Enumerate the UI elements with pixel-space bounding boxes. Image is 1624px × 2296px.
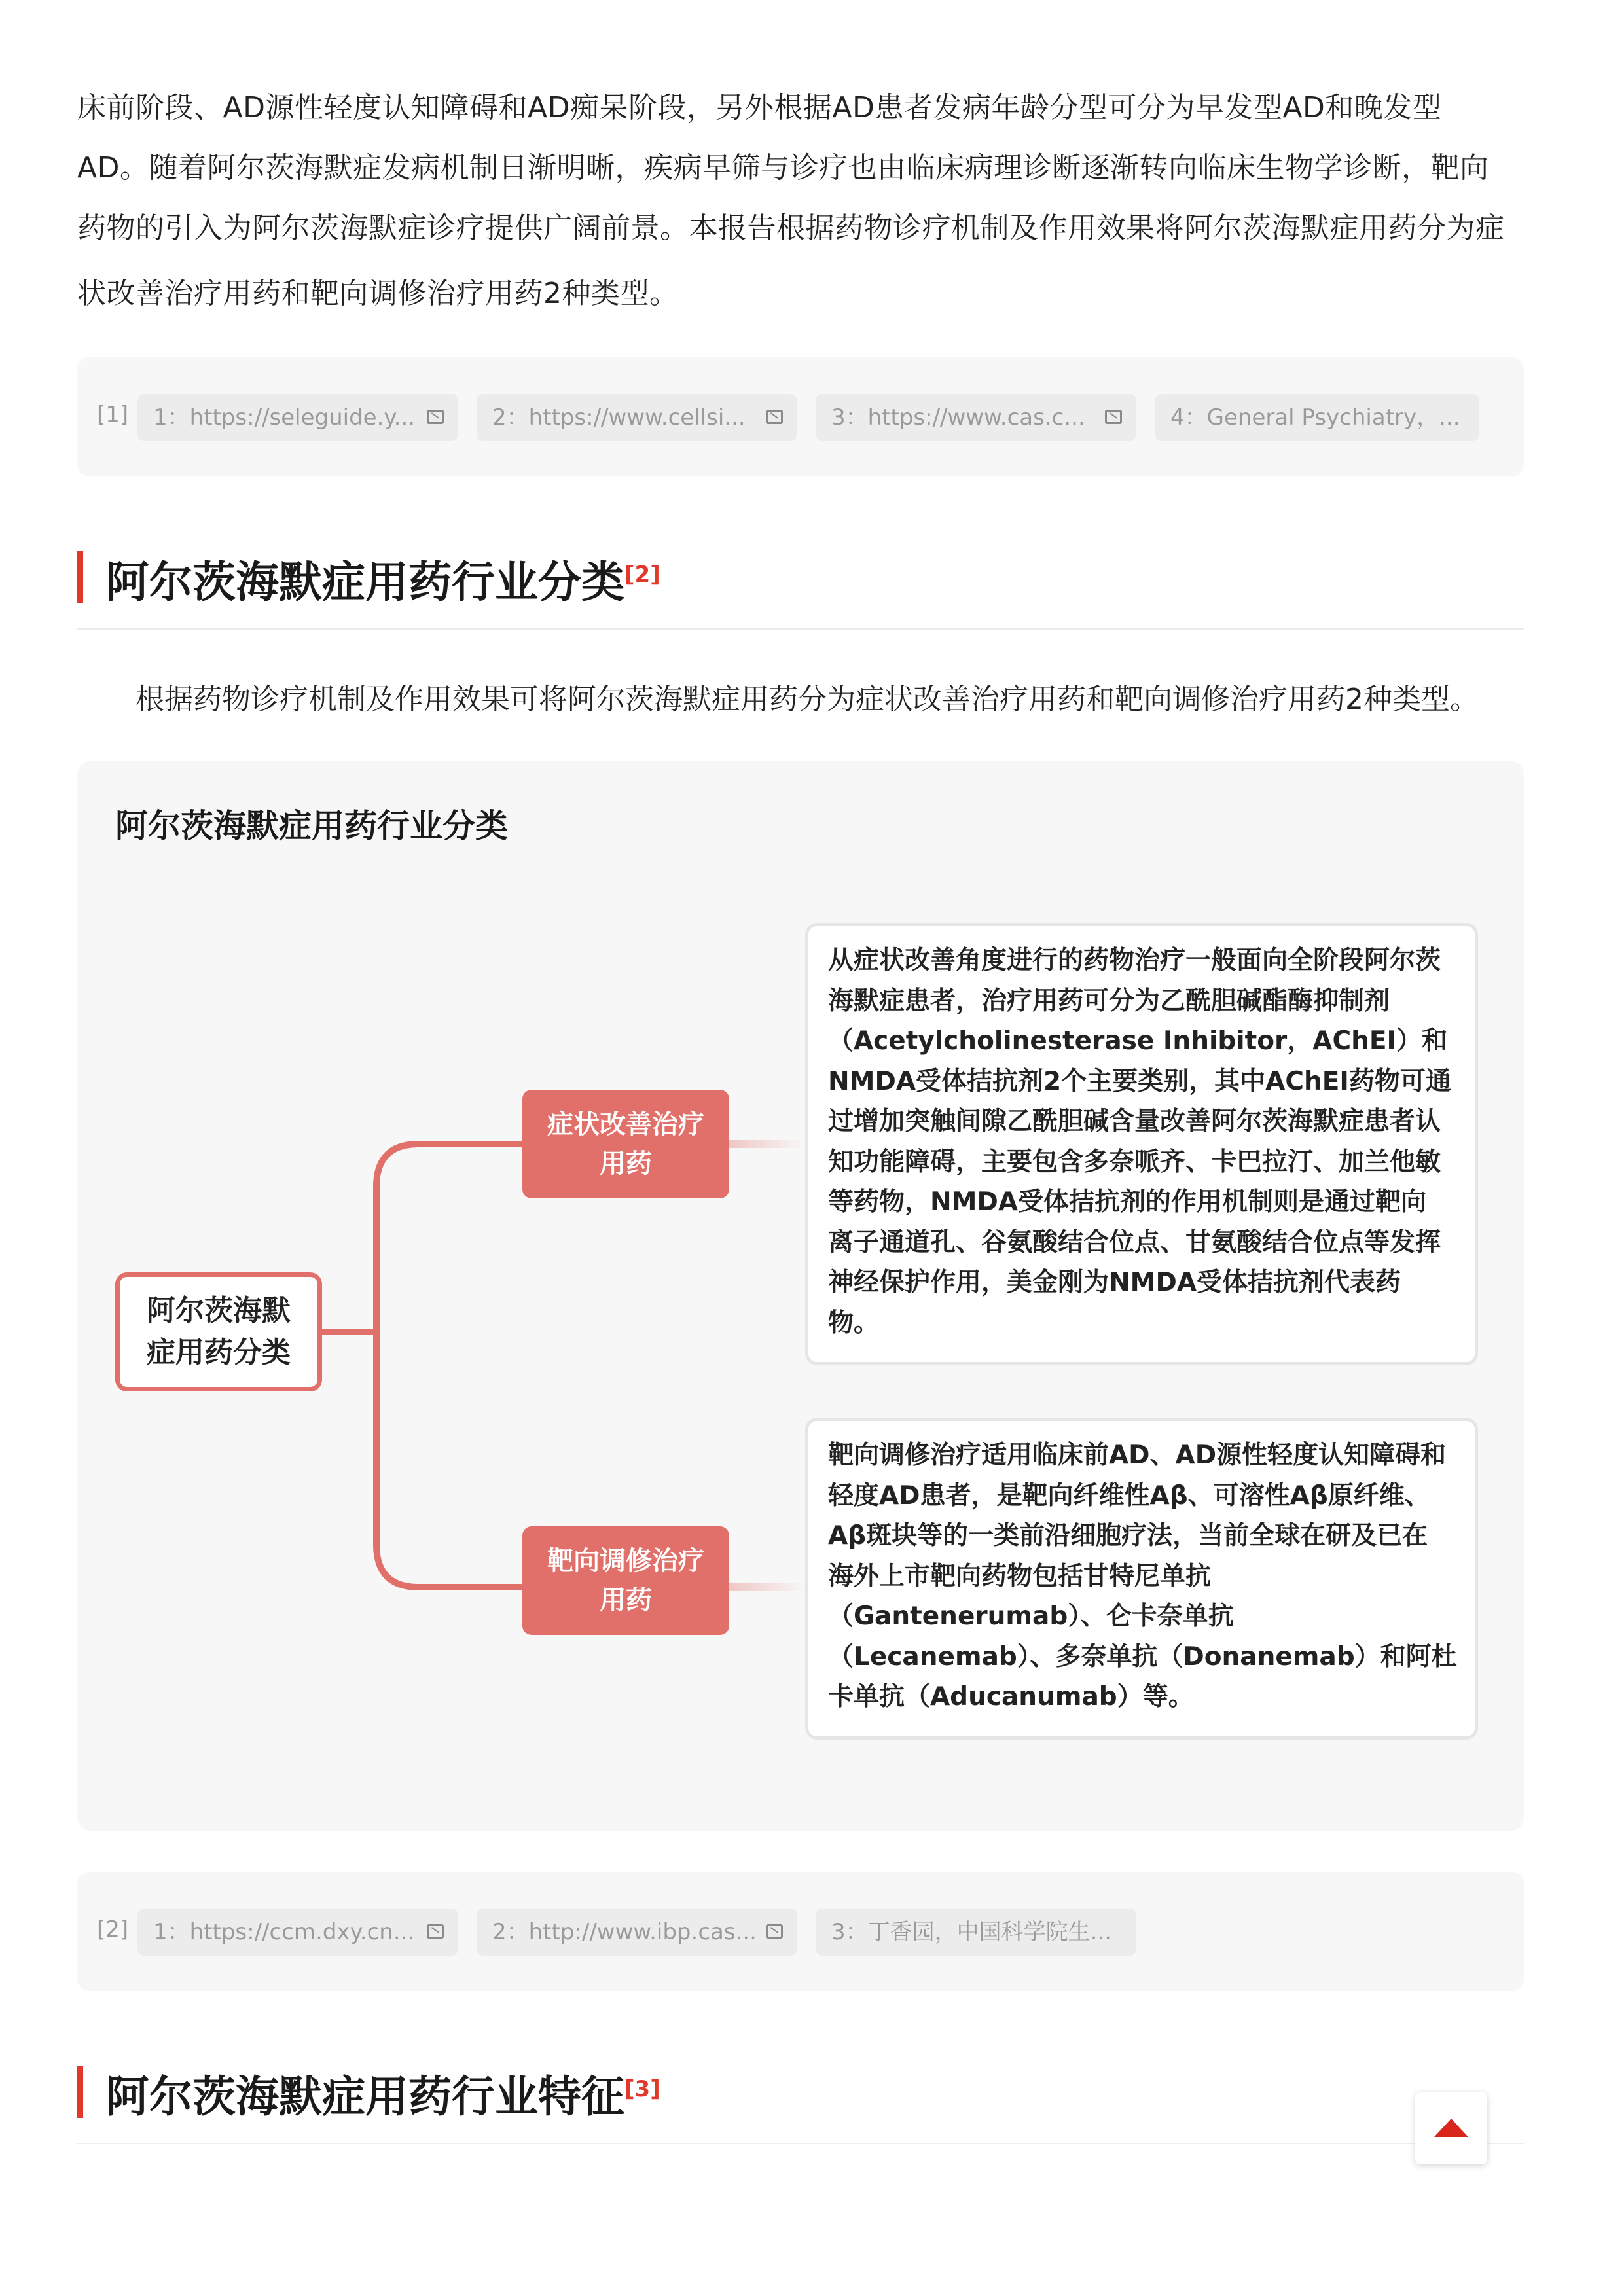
- mindmap-branch-symptomatic: [522, 1090, 729, 1198]
- section-title-text: 阿尔茨海默症用药行业分类: [106, 557, 624, 607]
- reference-link-label: 4：General Psychiatry，...: [1170, 404, 1460, 431]
- section-title: [106, 2062, 660, 2124]
- leaf-text-line: 轻度AD患者，是靶向纤维性Aβ、可溶性Aβ原纤维、: [828, 1480, 1430, 1511]
- reference-link-label: 2：http://www.ibp.cas...: [492, 1919, 757, 1945]
- reference-link-label: 2：https://www.cellsi...: [492, 404, 746, 431]
- branch-node-line: 用药: [600, 1149, 652, 1179]
- leaf-text-line: 过增加突触间隙乙酰胆碱含量改善阿尔茨海默症患者认: [828, 1107, 1441, 1136]
- root-node-line: 阿尔茨海默: [147, 1294, 291, 1327]
- leaf-text-line: 靶向调修治疗适用临床前AD、AD源性轻度认知障碍和: [828, 1441, 1447, 1470]
- leaf-text-line: 离子通道孔、谷氨酸结合位点、甘氨酸结合位点等发挥: [828, 1227, 1441, 1257]
- reference-link-label: 3：丁香园，中国科学院生...: [831, 1919, 1112, 1945]
- leaf-text-line: 海默症患者，治疗用药可分为乙酰胆碱酯酶抑制剂: [828, 986, 1390, 1016]
- reference-link[interactable]: [477, 1909, 797, 1956]
- leaf-text-line: 神经保护作用，美金刚为NMDA受体拮抗剂代表药: [828, 1268, 1401, 1297]
- leaf-text-line: 知功能障碍，主要包含多奈哌齐、卡巴拉汀、加兰他敏: [828, 1147, 1441, 1177]
- leaf-text-line: 卡单抗（Aducanumab）等。: [828, 1682, 1194, 1712]
- branch-node-line: 用药: [600, 1585, 652, 1615]
- back-to-top-button[interactable]: [1415, 2092, 1487, 2164]
- reference-link-label: 3：https://www.cas.c...: [831, 404, 1085, 431]
- leaf-text-line: NMDA受体拮抗剂2个主要类别，其中AChEI药物可通: [828, 1066, 1451, 1096]
- branch-node-line: 症状改善治疗: [547, 1109, 704, 1139]
- mindmap-leaf-disease-modifying: [805, 1418, 1478, 1740]
- reference-link-label: 1：https://seleguide.y...: [153, 404, 416, 431]
- leaf-text-line: （Gantenerumab）、仑卡奈单抗: [828, 1602, 1234, 1631]
- leaf-text-line: 从症状改善角度进行的药物治疗一般面向全阶段阿尔茨: [828, 946, 1441, 975]
- mindmap-leaf-symptomatic: [805, 923, 1478, 1365]
- leaf-text-line: （Lecanemab）、多奈单抗（Donanemab）和阿杜: [828, 1641, 1457, 1672]
- section-title-text: 阿尔茨海默症用药行业特征: [106, 2072, 624, 2122]
- leaf-text-line: （Acetylcholinesterase Inhibitor，AChEI）和: [828, 1026, 1447, 1056]
- branch-node-line: 靶向调修治疗: [547, 1546, 704, 1576]
- section-divider: [77, 2143, 1524, 2144]
- intro-line: 床前阶段、AD源性轻度认知障碍和AD痴呆阶段，另外根据AD患者发病年龄分型可分为早发型AD和晚发型: [77, 91, 1442, 124]
- reference-index: [2]: [97, 1916, 129, 1943]
- root-node-line: 症用药分类: [147, 1336, 291, 1369]
- chart-title: 阿尔茨海默症用药行业分类: [115, 807, 508, 845]
- mindmap-root-node: [115, 1272, 322, 1391]
- leaf-text-line: 物。: [828, 1308, 880, 1338]
- mindmap-branch-disease-modifying: [522, 1526, 729, 1635]
- citation-link[interactable]: [2]: [624, 562, 660, 588]
- section-summary: 根据药物诊疗机制及作用效果可将阿尔茨海默症用药分为症状改善治疗用药和靶向调修治疗用药2种类型。: [135, 683, 1479, 716]
- image-icon: [427, 1924, 444, 1939]
- intro-line: 药物的引入为阿尔茨海默症诊疗提供广阔前景。本报告根据药物诊疗机制及作用效果将阿尔茨海默症用药分为症: [77, 211, 1505, 245]
- intro-line: 状改善治疗用药和靶向调修治疗用药2种类型。: [77, 277, 679, 310]
- reference-link[interactable]: [816, 1909, 1136, 1956]
- image-icon: [766, 1924, 783, 1939]
- leaf-text-line: 等药物，NMDA受体拮抗剂的作用机制则是通过靶向: [828, 1187, 1427, 1217]
- reference-bar: [77, 1872, 1524, 1991]
- intro-line: AD。随着阿尔茨海默症发病机制日渐明晰，疾病早筛与诊疗也由临床病理诊断逐渐转向临床生物学诊断，靶向: [77, 151, 1489, 185]
- arrow-up-icon: [1434, 2119, 1468, 2137]
- leaf-text-line: 海外上市靶向药物包括甘特尼单抗: [828, 1561, 1212, 1591]
- reference-index: [1]: [97, 402, 129, 428]
- section-accent-bar: [77, 2066, 83, 2118]
- citation-link[interactable]: [3]: [624, 2076, 660, 2102]
- reference-link-label: 1：https://ccm.dxy.cn...: [153, 1919, 415, 1945]
- leaf-text-line: Aβ斑块等的一类前沿细胞疗法，当前全球在研及已在: [828, 1521, 1428, 1551]
- reference-link[interactable]: [137, 1909, 458, 1956]
